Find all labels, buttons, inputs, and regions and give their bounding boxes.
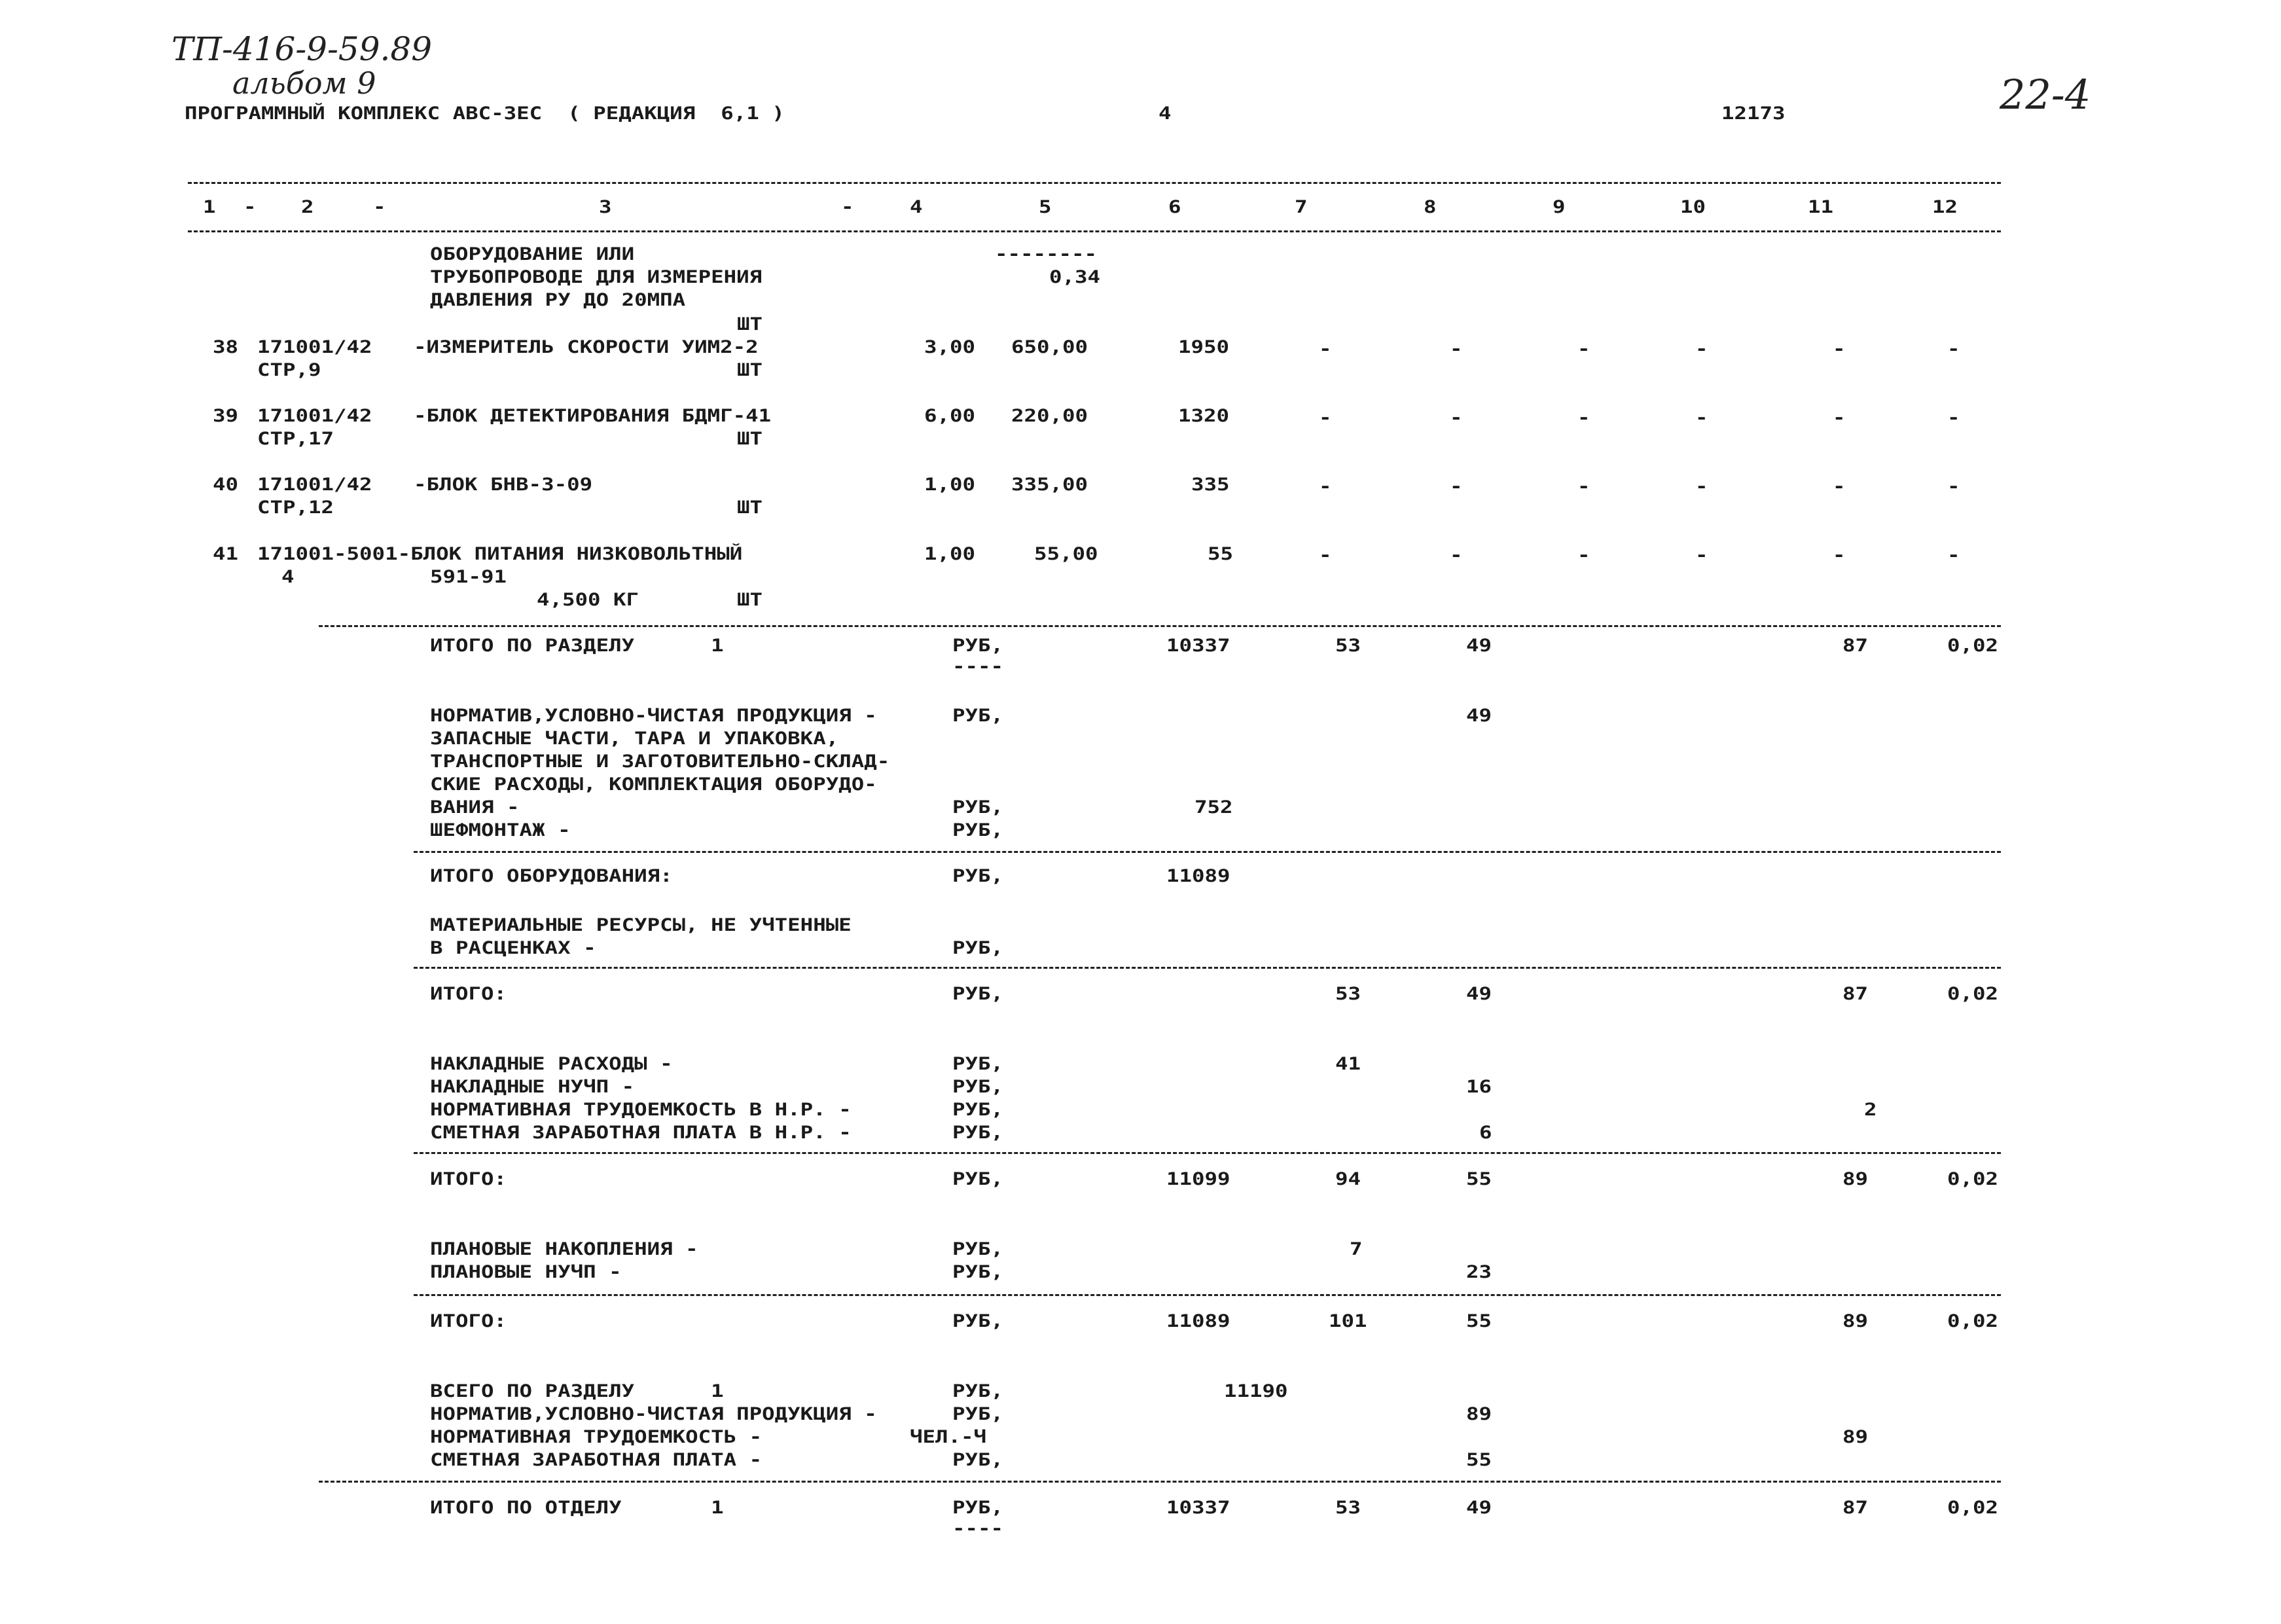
sum-label-22: СМЕТНАЯ ЗАРАБОТНАЯ ПЛАТА -: [430, 1450, 763, 1470]
empty-cell-dash: -: [1577, 545, 1590, 566]
empty-cell-dash: -: [1450, 339, 1463, 359]
sum-c11-15: 89: [1842, 1169, 1869, 1189]
sum-label-0: ИТОГО ПО РАЗДЕЛУ 1: [430, 636, 724, 656]
section-rule-2: [414, 851, 2001, 853]
section-rule-3: [414, 967, 2001, 969]
sum-c8-12: 16: [1466, 1077, 1492, 1097]
unit-dashes: ----: [952, 657, 1004, 677]
sum-c7-15: 94: [1335, 1169, 1361, 1189]
row41-col4: 1,00: [924, 544, 976, 564]
section-rule-6: [319, 1481, 2001, 1483]
row41-number: 41: [213, 544, 239, 564]
empty-cell-dash: -: [1319, 477, 1332, 497]
row0-col5-dashes: --------: [995, 244, 1098, 264]
sum-c6-0: 10337: [1166, 636, 1230, 656]
col-header-5: 5: [1039, 197, 1052, 217]
row40-name: -БЛОК БНВ-3-09: [414, 475, 593, 495]
col-header-2: 2: [301, 197, 314, 217]
empty-cell-dash: -: [1319, 339, 1332, 359]
sum-c8-17: 23: [1466, 1262, 1492, 1282]
sum-c7-11: 41: [1335, 1054, 1361, 1074]
row0-unit: ШТ: [737, 314, 763, 334]
unit-dashes: ----: [952, 1519, 1004, 1539]
section-rule-4: [414, 1152, 2001, 1154]
table-top-rule: [188, 182, 2001, 184]
col-header-10: 10: [1680, 197, 1706, 217]
header-bottom-rule: [188, 230, 2001, 232]
sum-unit-6: РУБ,: [952, 820, 1004, 840]
sum-label-1: НОРМАТИВ,УСЛОВНО-ЧИСТАЯ ПРОДУКЦИЯ -: [430, 706, 877, 726]
sum-label-10: ИТОГО:: [430, 984, 507, 1004]
row39-name: -БЛОК ДЕТЕКТИРОВАНИЯ БДМГ-41: [414, 406, 772, 426]
sum-c11-0: 87: [1842, 636, 1869, 656]
sum-c11-13: 2: [1864, 1100, 1877, 1120]
sum-unit-5: РУБ,: [952, 797, 1004, 818]
handwritten-doc-number: ТП-416-9-59.89: [171, 30, 433, 68]
sum-unit-20: РУБ,: [952, 1404, 1004, 1424]
empty-cell-dash: -: [1833, 545, 1846, 566]
sep: -: [243, 197, 257, 217]
sum-c6-5: 752: [1194, 797, 1233, 818]
sum-label-11: НАКЛАДНЫЕ РАСХОДЫ -: [430, 1054, 673, 1074]
empty-cell-dash: -: [1577, 408, 1590, 428]
row38-name: -ИЗМЕРИТЕЛЬ СКОРОСТИ УИМ2-2: [414, 337, 759, 357]
row38-col4: 3,00: [924, 337, 976, 357]
sum-label-23: ИТОГО ПО ОТДЕЛУ 1: [430, 1498, 724, 1518]
sum-label-4: СКИЕ РАСХОДЫ, КОМПЛЕКТАЦИЯ ОБОРУДО-: [430, 774, 877, 795]
sum-unit-18: РУБ,: [952, 1311, 1004, 1331]
row40-unit: ШТ: [737, 497, 763, 518]
section-rule-1: [319, 625, 2001, 627]
col-header-1: 1: [203, 197, 216, 217]
empty-cell-dash: -: [1577, 339, 1590, 359]
sum-c8-23: 49: [1466, 1498, 1492, 1518]
row39-col4: 6,00: [924, 406, 976, 426]
row41-name2: 591-91: [430, 567, 507, 587]
row41-col6: 55: [1208, 544, 1234, 564]
sum-label-15: ИТОГО:: [430, 1169, 507, 1189]
sum-label-5: ВАНИЯ -: [430, 797, 520, 818]
sum-label-17: ПЛАНОВЫЕ НУЧП -: [430, 1262, 622, 1282]
row39-col5: 220,00: [1011, 406, 1088, 426]
sum-label-18: ИТОГО:: [430, 1311, 507, 1331]
sum-label-2: ЗАПАСНЫЕ ЧАСТИ, ТАРА И УПАКОВКА,: [430, 729, 839, 749]
row40-code: 171001/42: [257, 475, 372, 495]
empty-cell-dash: -: [1577, 477, 1590, 497]
row40-col4: 1,00: [924, 475, 976, 495]
sum-label-8: МАТЕРИАЛЬНЫЕ РЕСУРСЫ, НЕ УЧТЕННЫЕ: [430, 915, 852, 935]
empty-cell-dash: -: [1695, 408, 1708, 428]
sum-unit-19: РУБ,: [952, 1381, 1004, 1401]
empty-cell-dash: -: [1833, 339, 1846, 359]
empty-cell-dash: -: [1695, 477, 1708, 497]
col-header-9: 9: [1553, 197, 1566, 217]
empty-cell-dash: -: [1450, 545, 1463, 566]
sum-label-16: ПЛАНОВЫЕ НАКОПЛЕНИЯ -: [430, 1239, 698, 1259]
sum-c7-16: 7: [1350, 1239, 1363, 1259]
sum-c8-10: 49: [1466, 984, 1492, 1004]
sum-unit-23: РУБ,: [952, 1498, 1004, 1518]
row41-mass: 4,500 КГ: [537, 590, 639, 610]
sum-c11-10: 87: [1842, 984, 1869, 1004]
row39-unit: ШТ: [737, 429, 763, 449]
handwritten-album: альбом 9: [232, 65, 376, 101]
sum-unit-11: РУБ,: [952, 1054, 1004, 1074]
sum-c12-23: 0,02: [1947, 1498, 1999, 1518]
row38-col5: 650,00: [1011, 337, 1088, 357]
sum-unit-1: РУБ,: [952, 706, 1004, 726]
row40-number: 40: [213, 475, 239, 495]
empty-cell-dash: -: [1947, 339, 1960, 359]
section-rule-5: [414, 1294, 2001, 1296]
sum-label-12: НАКЛАДНЫЕ НУЧП -: [430, 1077, 635, 1097]
sum-c11-21: 89: [1842, 1427, 1869, 1447]
sum-c7-10: 53: [1335, 984, 1361, 1004]
sum-unit-15: РУБ,: [952, 1169, 1004, 1189]
row39-code: 171001/42: [257, 406, 372, 426]
col-header-7: 7: [1295, 197, 1308, 217]
col-header-12: 12: [1932, 197, 1958, 217]
sum-c8-0: 49: [1466, 636, 1492, 656]
sum-c7-0: 53: [1335, 636, 1361, 656]
row38-number: 38: [213, 337, 239, 357]
sum-c8-15: 55: [1466, 1169, 1492, 1189]
empty-cell-dash: -: [1695, 545, 1708, 566]
col-header-3: 3: [599, 197, 612, 217]
sum-unit-13: РУБ,: [952, 1100, 1004, 1120]
row40-code2: СТР,12: [257, 497, 334, 518]
row38-unit: ШТ: [737, 360, 763, 380]
empty-cell-dash: -: [1833, 477, 1846, 497]
sum-unit-17: РУБ,: [952, 1262, 1004, 1282]
sum-c8-1: 49: [1466, 706, 1492, 726]
empty-cell-dash: -: [1947, 477, 1960, 497]
row41-code2: 4: [281, 567, 295, 587]
sum-label-6: ШЕФМОНТАЖ -: [430, 820, 571, 840]
sum-unit-22: РУБ,: [952, 1450, 1004, 1470]
sum-c12-18: 0,02: [1947, 1311, 1999, 1331]
empty-cell-dash: -: [1947, 545, 1960, 566]
empty-cell-dash: -: [1450, 408, 1463, 428]
sum-label-19: ВСЕГО ПО РАЗДЕЛУ 1: [430, 1381, 724, 1401]
sum-c7-18: 101: [1329, 1311, 1367, 1331]
row0-col5: 0,34: [1049, 267, 1101, 287]
sum-label-13: НОРМАТИВНАЯ ТРУДОЕМКОСТЬ В Н.Р. -: [430, 1100, 852, 1120]
sum-label-7: ИТОГО ОБОРУДОВАНИЯ:: [430, 866, 673, 886]
sep: -: [841, 197, 854, 217]
sum-c8-14: 6: [1479, 1123, 1492, 1143]
sum-label-14: СМЕТНАЯ ЗАРАБОТНАЯ ПЛАТА В Н.Р. -: [430, 1123, 852, 1143]
sum-label-20: НОРМАТИВ,УСЛОВНО-ЧИСТАЯ ПРОДУКЦИЯ -: [430, 1404, 877, 1424]
sum-label-9: В РАСЦЕНКАХ -: [430, 938, 596, 958]
row41-code: 171001-5001-БЛОК ПИТАНИЯ НИЗКОВОЛЬТНЫЙ: [257, 544, 743, 564]
sum-c11-18: 89: [1842, 1311, 1869, 1331]
col-header-4: 4: [910, 197, 923, 217]
row39-col6: 1320: [1178, 406, 1230, 426]
program-header: ПРОГРАММНЫЙ КОМПЛЕКС АВС-3ЕС ( РЕДАКЦИЯ 6,1 ): [185, 103, 785, 124]
row0-name-line3: ДАВЛЕНИЯ РУ ДО 20МПА: [430, 290, 686, 310]
sum-c6-19: 11190: [1224, 1381, 1288, 1401]
sum-unit-12: РУБ,: [952, 1077, 1004, 1097]
sum-label-21: НОРМАТИВНАЯ ТРУДОЕМКОСТЬ -: [430, 1427, 763, 1447]
row0-name-line1: ОБОРУДОВАНИЕ ИЛИ: [430, 244, 635, 264]
row39-code2: СТР,17: [257, 429, 334, 449]
sum-c8-22: 55: [1466, 1450, 1492, 1470]
sum-unit-21: ЧЕЛ.-Ч: [910, 1427, 987, 1447]
sum-c12-0: 0,02: [1947, 636, 1999, 656]
sum-unit-9: РУБ,: [952, 938, 1004, 958]
row38-col6: 1950: [1178, 337, 1230, 357]
sum-unit-16: РУБ,: [952, 1239, 1004, 1259]
sum-c6-18: 11089: [1166, 1311, 1230, 1331]
sum-c6-23: 10337: [1166, 1498, 1230, 1518]
sum-label-3: ТРАНСПОРТНЫЕ И ЗАГОТОВИТЕЛЬНО-СКЛАД-: [430, 751, 890, 772]
sum-c6-7: 11089: [1166, 866, 1230, 886]
empty-cell-dash: -: [1319, 408, 1332, 428]
sum-unit-0: РУБ,: [952, 636, 1004, 656]
sum-c11-23: 87: [1842, 1498, 1869, 1518]
sum-c12-15: 0,02: [1947, 1169, 1999, 1189]
sum-c6-15: 11099: [1166, 1169, 1230, 1189]
row40-col6: 335: [1191, 475, 1230, 495]
col-header-11: 11: [1808, 197, 1834, 217]
sum-c7-23: 53: [1335, 1498, 1361, 1518]
row0-name-line2: ТРУБОПРОВОДЕ ДЛЯ ИЗМЕРЕНИЯ: [430, 267, 763, 287]
sum-c12-10: 0,02: [1947, 984, 1999, 1004]
row39-number: 39: [213, 406, 239, 426]
row41-col5: 55,00: [1034, 544, 1098, 564]
sum-c8-20: 89: [1466, 1404, 1492, 1424]
empty-cell-dash: -: [1833, 408, 1846, 428]
sep: -: [373, 197, 386, 217]
empty-cell-dash: -: [1695, 339, 1708, 359]
page-number: 4: [1158, 103, 1172, 124]
empty-cell-dash: -: [1319, 545, 1332, 566]
row40-col5: 335,00: [1011, 475, 1088, 495]
row41-unit: ШТ: [737, 590, 763, 610]
empty-cell-dash: -: [1450, 477, 1463, 497]
sum-unit-10: РУБ,: [952, 984, 1004, 1004]
sum-unit-14: РУБ,: [952, 1123, 1004, 1143]
sum-unit-7: РУБ,: [952, 866, 1004, 886]
sum-c8-18: 55: [1466, 1311, 1492, 1331]
empty-cell-dash: -: [1947, 408, 1960, 428]
col-header-8: 8: [1424, 197, 1437, 217]
document-code: 12173: [1721, 103, 1786, 124]
handwritten-sheet-number: 22-4: [2000, 71, 2091, 118]
col-header-6: 6: [1168, 197, 1181, 217]
row38-code2: СТР,9: [257, 360, 321, 380]
row38-code: 171001/42: [257, 337, 372, 357]
